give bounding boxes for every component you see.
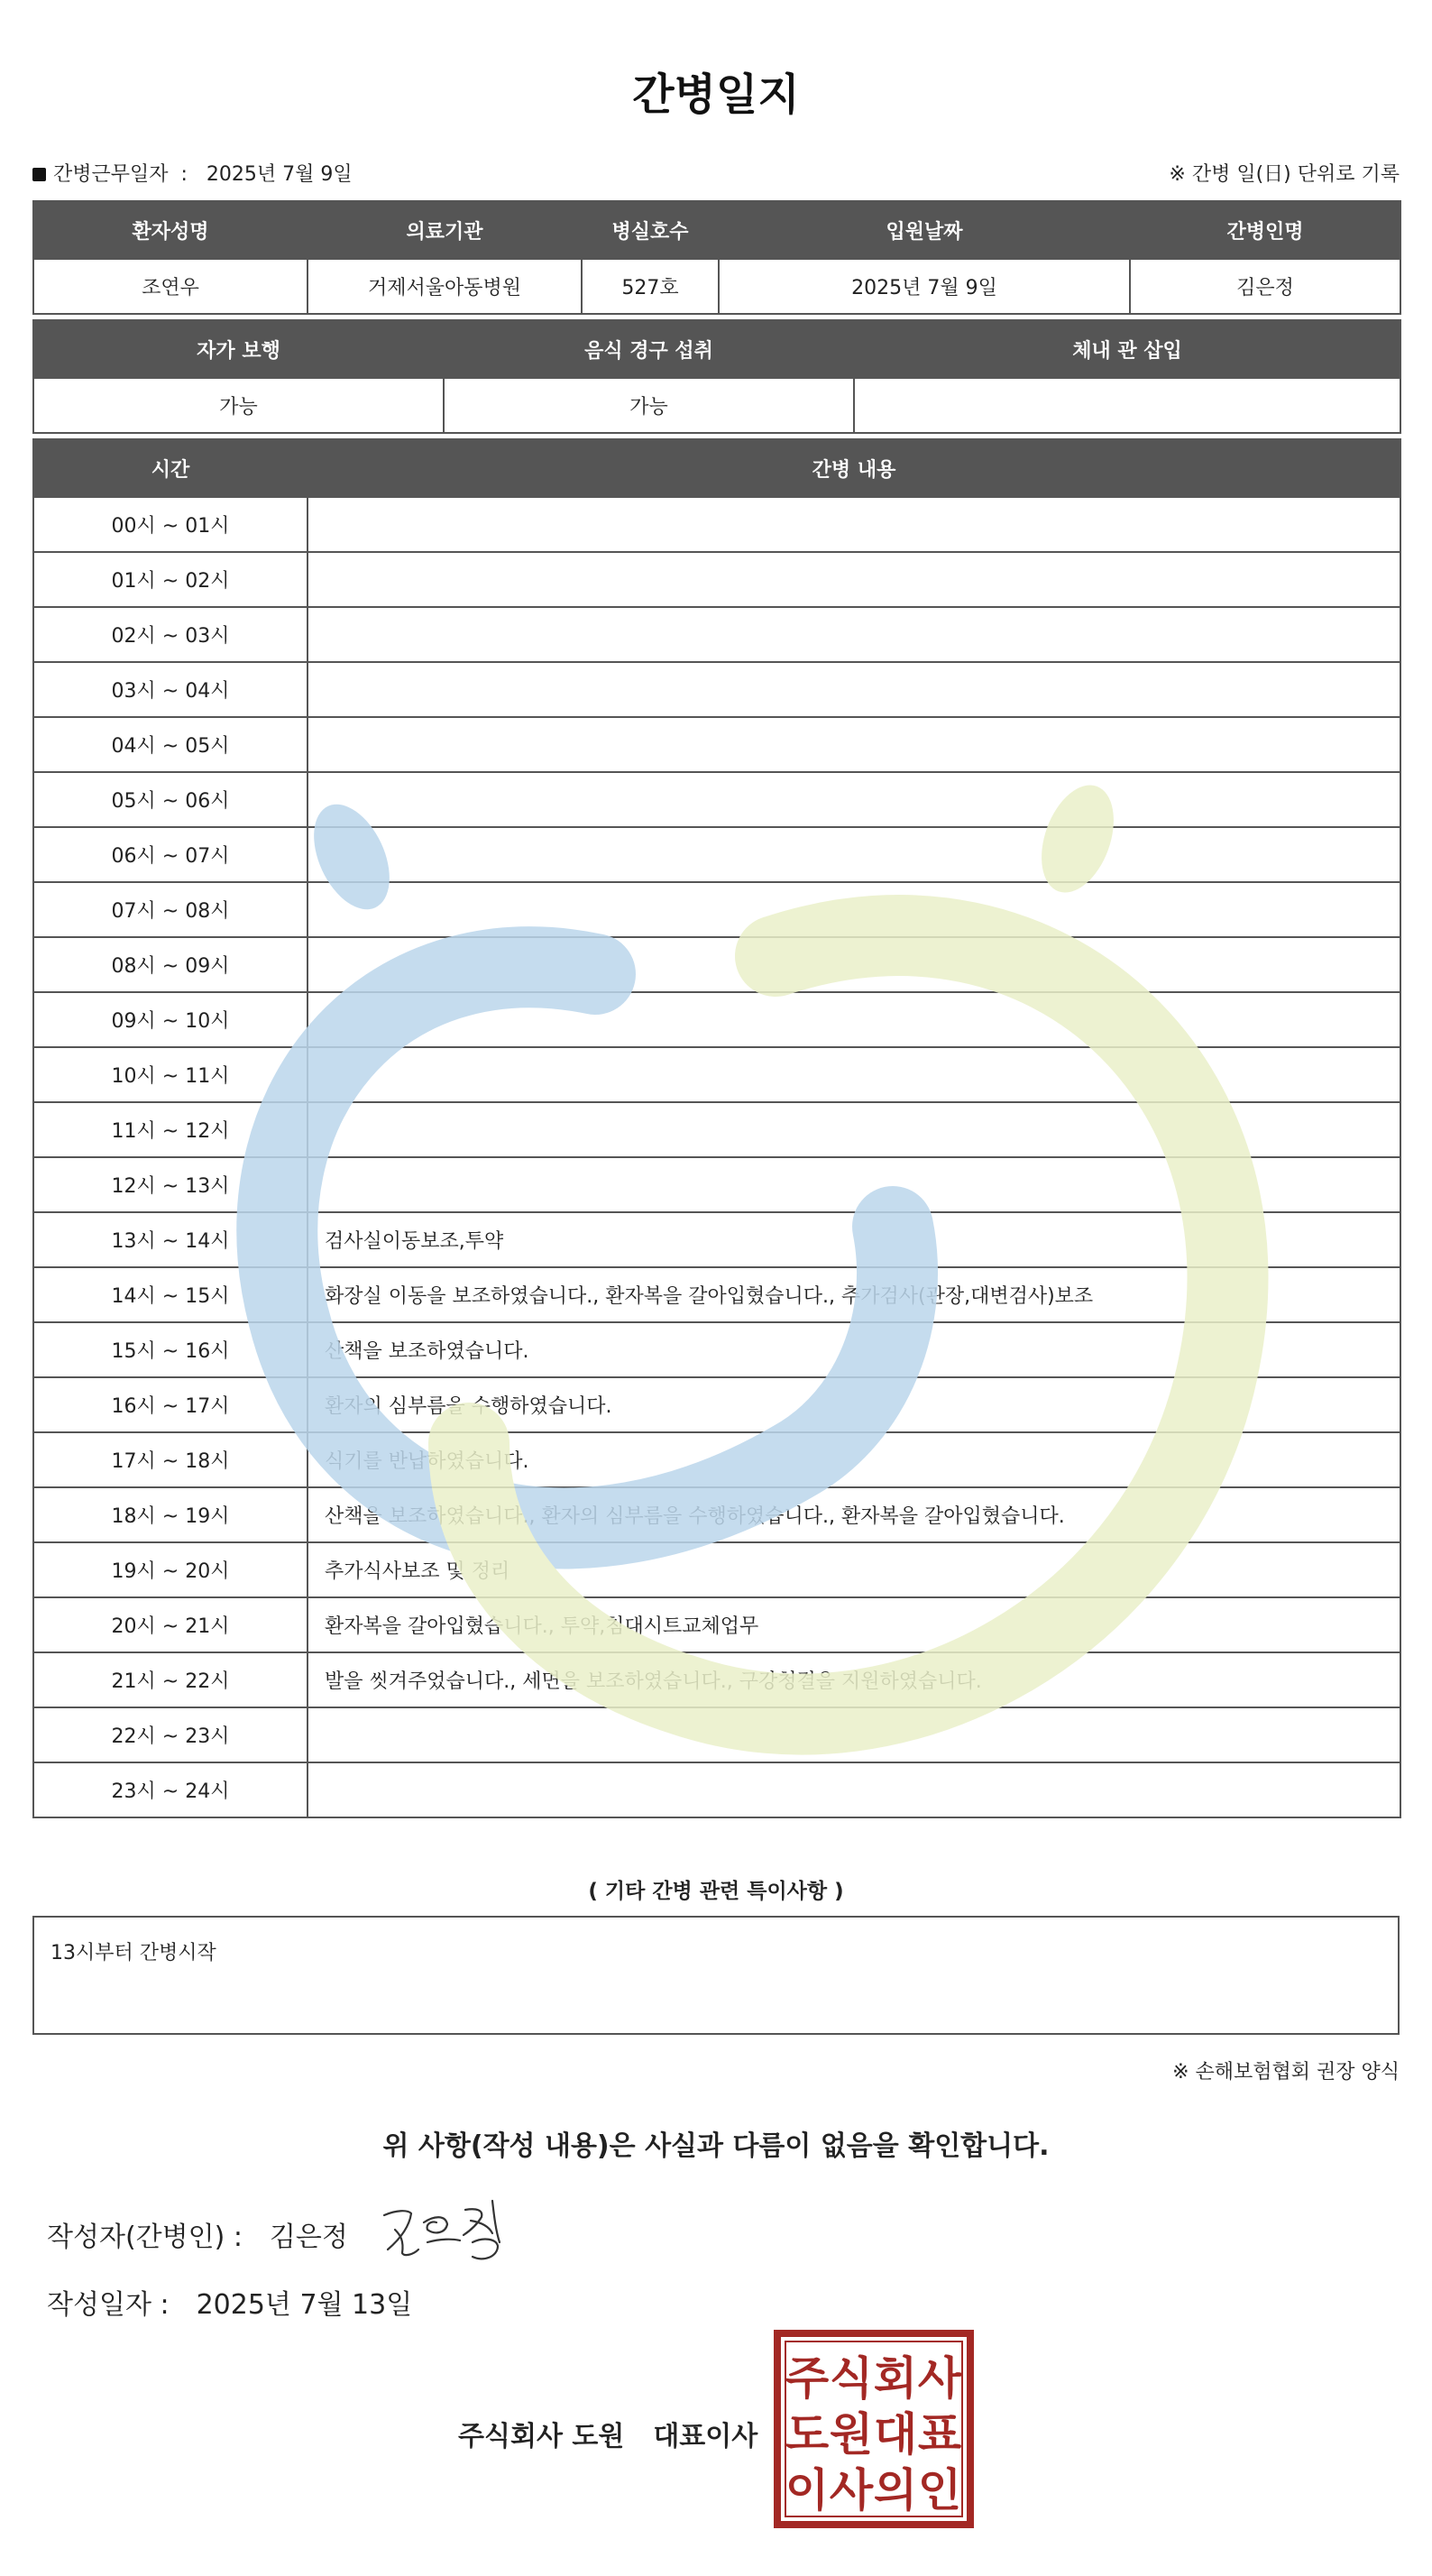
seal-character: 표 bbox=[917, 2408, 962, 2461]
work-date: 간병근무일자 : 2025년 7월 9일 bbox=[32, 159, 353, 187]
care-content bbox=[308, 1707, 1400, 1762]
care-time: 03시 ~ 04시 bbox=[33, 662, 308, 717]
care-content bbox=[308, 772, 1400, 827]
care-row bbox=[33, 827, 1400, 882]
care-time: 22시 ~ 23시 bbox=[33, 1707, 308, 1762]
care-row bbox=[33, 1157, 1400, 1212]
care-content: 환자의 심부름을 수행하였습니다. bbox=[308, 1377, 1400, 1432]
header-oral-intake: 음식 경구 섭취 bbox=[444, 320, 854, 378]
header-tube: 체내 관 삽입 bbox=[854, 320, 1400, 378]
patient-value-row bbox=[33, 259, 1400, 314]
care-time: 12시 ~ 13시 bbox=[33, 1157, 308, 1212]
seal-character: 주 bbox=[785, 2352, 830, 2405]
care-row bbox=[33, 497, 1400, 552]
care-content bbox=[308, 992, 1400, 1047]
care-time: 17시 ~ 18시 bbox=[33, 1432, 308, 1487]
record-note: ※ 간병 일(日) 단위로 기록 bbox=[1169, 163, 1400, 186]
care-content bbox=[308, 1047, 1400, 1102]
care-row bbox=[33, 882, 1400, 937]
insurance-note: ※ 손해보험협회 권장 양식 bbox=[1172, 2061, 1400, 2084]
header-patient-name: 환자성명 bbox=[33, 201, 308, 259]
care-time: 08시 ~ 09시 bbox=[33, 937, 308, 992]
care-row bbox=[33, 992, 1400, 1047]
confirm-statement: 위 사항(작성 내용)은 사실과 다름이 없음을 확인합니다. bbox=[382, 2130, 1050, 2162]
care-row bbox=[33, 1762, 1400, 1817]
header-walking: 자가 보행 bbox=[33, 320, 444, 378]
care-row bbox=[33, 1707, 1400, 1762]
seal-character: 사 bbox=[829, 2464, 874, 2516]
care-row bbox=[33, 1267, 1400, 1322]
care-row bbox=[33, 607, 1400, 662]
care-content bbox=[308, 937, 1400, 992]
company-seal bbox=[773, 2329, 975, 2529]
header-time: 시간 bbox=[33, 439, 308, 497]
care-time: 19시 ~ 20시 bbox=[33, 1542, 308, 1597]
care-row bbox=[33, 1597, 1400, 1652]
care-row bbox=[33, 552, 1400, 607]
care-row bbox=[33, 1102, 1400, 1157]
care-time: 11시 ~ 12시 bbox=[33, 1102, 308, 1157]
header-admission-date: 입원날짜 bbox=[719, 201, 1130, 259]
care-time: 13시 ~ 14시 bbox=[33, 1212, 308, 1267]
header-room: 병실호수 bbox=[582, 201, 719, 259]
care-content bbox=[308, 1157, 1400, 1212]
care-time: 06시 ~ 07시 bbox=[33, 827, 308, 882]
care-content: 추가식사보조 및 정리 bbox=[308, 1542, 1400, 1597]
care-row bbox=[33, 1487, 1400, 1542]
company-name: 주식회사 도원 bbox=[458, 2421, 625, 2452]
care-time: 21시 ~ 22시 bbox=[33, 1652, 308, 1707]
care-time: 07시 ~ 08시 bbox=[33, 882, 308, 937]
work-date-value: 2025년 7월 9일 bbox=[206, 163, 353, 186]
seal-character: 원 bbox=[829, 2408, 874, 2461]
care-content bbox=[308, 607, 1400, 662]
admission-date: 2025년 7월 9일 bbox=[719, 259, 1130, 314]
care-time: 14시 ~ 15시 bbox=[33, 1267, 308, 1322]
care-row bbox=[33, 1377, 1400, 1432]
care-time: 02시 ~ 03시 bbox=[33, 607, 308, 662]
special-notes-text: 13시부터 간병시작 bbox=[50, 1942, 216, 1964]
handwritten-signature bbox=[377, 2190, 521, 2271]
care-content bbox=[308, 1762, 1400, 1817]
room-number: 527호 bbox=[582, 259, 719, 314]
care-content: 환자복을 갈아입혔습니다., 투약,침대시트교체업무 bbox=[308, 1597, 1400, 1652]
care-time: 09시 ~ 10시 bbox=[33, 992, 308, 1047]
header-caregiver: 간병인명 bbox=[1130, 201, 1400, 259]
writer-label: 작성자(간병인) : bbox=[47, 2222, 243, 2253]
write-date-value: 2025년 7월 13일 bbox=[196, 2289, 413, 2321]
square-bullet-icon bbox=[32, 168, 46, 181]
care-time: 20시 ~ 21시 bbox=[33, 1597, 308, 1652]
care-content: 검사실이동보조,투약 bbox=[308, 1212, 1400, 1267]
hospital-name: 거제서울아동병원 bbox=[308, 259, 582, 314]
special-notes-title: ( 기타 간병 관련 특이사항 ) bbox=[588, 1880, 844, 1903]
seal-character: 대 bbox=[873, 2408, 918, 2461]
patient-name: 조연우 bbox=[33, 259, 308, 314]
caregiver-name: 김은정 bbox=[1130, 259, 1400, 314]
write-date-line bbox=[47, 2282, 412, 2322]
seal-character: 이 bbox=[785, 2464, 830, 2516]
care-time: 15시 ~ 16시 bbox=[33, 1322, 308, 1377]
oral-intake-value: 가능 bbox=[444, 378, 854, 433]
walking-value: 가능 bbox=[33, 378, 444, 433]
status-header-row bbox=[33, 320, 1400, 378]
care-row bbox=[33, 1322, 1400, 1377]
care-content: 산책을 보조하였습니다. bbox=[308, 1322, 1400, 1377]
care-row bbox=[33, 717, 1400, 772]
care-content bbox=[308, 827, 1400, 882]
care-time: 04시 ~ 05시 bbox=[33, 717, 308, 772]
care-content bbox=[308, 552, 1400, 607]
care-content bbox=[308, 662, 1400, 717]
care-row bbox=[33, 1212, 1400, 1267]
care-time: 05시 ~ 06시 bbox=[33, 772, 308, 827]
patient-info-table bbox=[32, 200, 1401, 315]
care-content bbox=[308, 882, 1400, 937]
patient-header-row bbox=[33, 201, 1400, 259]
care-content: 발을 씻겨주었습니다., 세면을 보조하였습니다., 구강청결을 지원하였습니다. bbox=[308, 1652, 1400, 1707]
care-row bbox=[33, 1047, 1400, 1102]
care-time: 18시 ~ 19시 bbox=[33, 1487, 308, 1542]
care-content bbox=[308, 717, 1400, 772]
care-content: 화장실 이동을 보조하였습니다., 환자복을 갈아입혔습니다., 추가검사(관장,대변검사)보조 bbox=[308, 1267, 1400, 1322]
status-value-row bbox=[33, 378, 1400, 433]
writer-name: 김은정 bbox=[269, 2222, 348, 2253]
care-header-row bbox=[33, 439, 1400, 497]
care-content bbox=[308, 497, 1400, 552]
seal-character: 인 bbox=[917, 2464, 962, 2516]
work-date-label: 간병근무일자 bbox=[53, 163, 169, 186]
care-time: 16시 ~ 17시 bbox=[33, 1377, 308, 1432]
header-care-content: 간병 내용 bbox=[308, 439, 1400, 497]
special-notes-box bbox=[32, 1916, 1400, 2035]
care-time: 00시 ~ 01시 bbox=[33, 497, 308, 552]
care-time: 01시 ~ 02시 bbox=[33, 552, 308, 607]
care-log-table bbox=[32, 438, 1401, 1818]
patient-status-table bbox=[32, 319, 1401, 434]
care-row bbox=[33, 1432, 1400, 1487]
seal-character: 회 bbox=[873, 2352, 918, 2405]
tube-value bbox=[854, 378, 1400, 433]
care-row bbox=[33, 1652, 1400, 1707]
care-row bbox=[33, 772, 1400, 827]
write-date-label: 작성일자 : bbox=[47, 2289, 170, 2321]
page-title: 간병일지 bbox=[632, 69, 800, 120]
seal-character: 식 bbox=[829, 2352, 874, 2405]
care-content bbox=[308, 1102, 1400, 1157]
care-time: 23시 ~ 24시 bbox=[33, 1762, 308, 1817]
care-content: 산책을 보조하였습니다., 환자의 심부름을 수행하였습니다., 환자복을 갈아입혔습니다. bbox=[308, 1487, 1400, 1542]
care-row bbox=[33, 1542, 1400, 1597]
care-content: 식기를 반납하였습니다. bbox=[308, 1432, 1400, 1487]
seal-character: 도 bbox=[785, 2408, 830, 2461]
care-row bbox=[33, 662, 1400, 717]
company-line bbox=[458, 2414, 757, 2453]
seal-character: 의 bbox=[873, 2464, 918, 2516]
header-hospital: 의료기관 bbox=[308, 201, 582, 259]
writer-line bbox=[47, 2214, 348, 2254]
ceo-title: 대표이사 bbox=[653, 2421, 758, 2452]
care-time: 10시 ~ 11시 bbox=[33, 1047, 308, 1102]
care-row bbox=[33, 937, 1400, 992]
seal-character: 사 bbox=[917, 2352, 962, 2405]
